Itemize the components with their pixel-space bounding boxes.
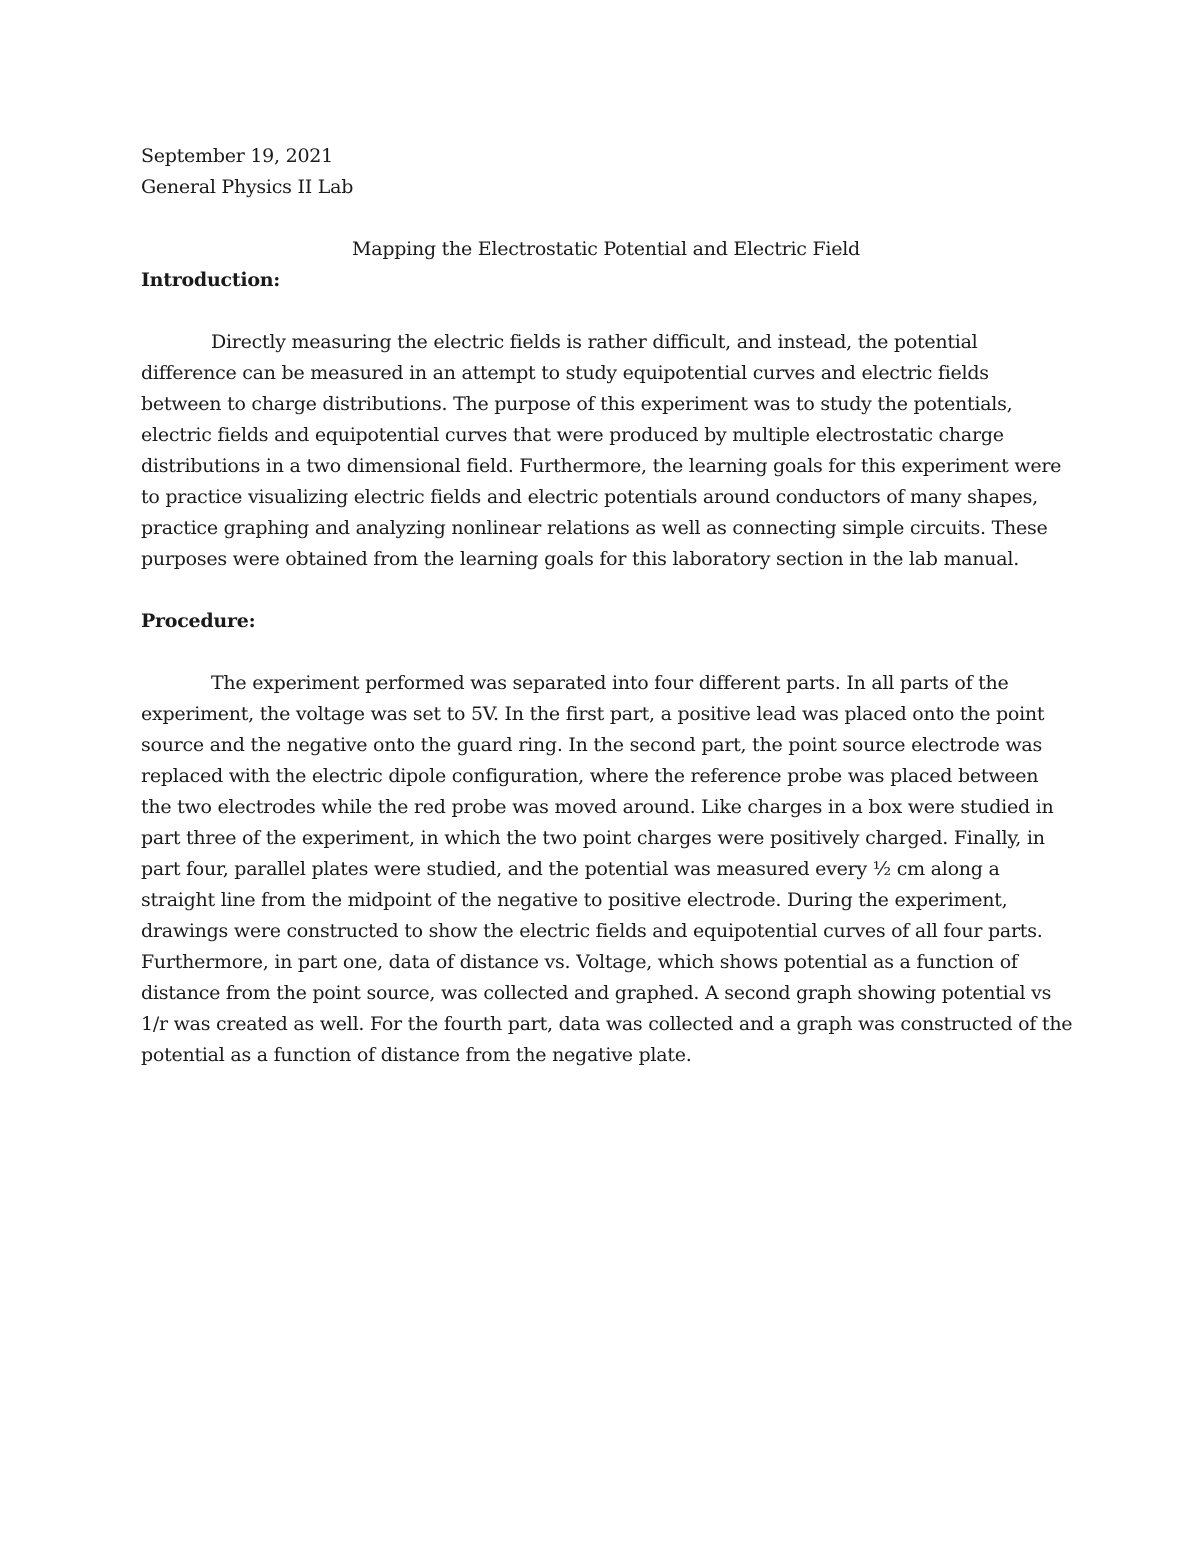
blank-line [141,203,1071,234]
paragraph-line: distributions in a two dimensional field. Furthermore, the learning goals for this experiment were [141,455,1062,477]
paragraph-line: between to charge distributions. The purpose of this experiment was to study the potentials, [141,393,1013,415]
paragraph-line: Furthermore, in part one, data of distance vs. Voltage, which shows potential as a function of [141,951,1018,973]
paragraph-line: purposes were obtained from the learning goals for this laboratory section in the lab manual. [141,548,1019,570]
paragraph-line: potential as a function of distance from the negative plate. [141,1044,692,1066]
procedure-paragraph [141,668,1071,1071]
introduction-heading: Introduction: [141,269,281,291]
blank-line [141,637,1071,668]
paragraph-line: experiment, the voltage was set to 5V. In the first part, a positive lead was placed onto the point [141,703,1045,725]
paragraph-line: part four, parallel plates were studied, and the potential was measured every ½ cm along a [141,858,1000,880]
paragraph-line: distance from the point source, was collected and graphed. A second graph showing potential vs [141,982,1052,1004]
paragraph-line: straight line from the midpoint of the negative to positive electrode. During the experiment, [141,889,1008,911]
paragraph-line: part three of the experiment, in which the two point charges were positively charged. Finally, in [141,827,1045,849]
paragraph-line: Directly measuring the electric fields is rather difficult, and instead, the potential [211,331,978,353]
paragraph-line: drawings were constructed to show the electric fields and equipotential curves of all four parts. [141,920,1043,942]
date-line: September 19, 2021 [141,145,333,167]
paragraph-line: the two electrodes while the red probe was moved around. Like charges in a box were studied in [141,796,1054,818]
blank-line [141,575,1071,606]
paragraph-line: difference can be measured in an attempt to study equipotential curves and electric fields [141,362,989,384]
paragraph-line: to practice visualizing electric fields and electric potentials around conductors of many shapes, [141,486,1038,508]
procedure-heading: Procedure: [141,610,256,632]
document-body [141,141,1071,1071]
paragraph-line: replaced with the electric dipole configuration, where the reference probe was placed between [141,765,1039,787]
blank-line [141,296,1071,327]
paragraph-line: 1/r was created as well. For the fourth part, data was collected and a graph was constructed of the [141,1013,1073,1035]
paragraph-line: The experiment performed was separated into four different parts. In all parts of the [211,672,1009,694]
course-line: General Physics II Lab [141,176,354,198]
document-title: Mapping the Electrostatic Potential and Electric Field [352,238,860,260]
introduction-paragraph [141,327,1071,575]
paragraph-line: electric fields and equipotential curves that were produced by multiple electrostatic charge [141,424,1004,446]
paragraph-line: source and the negative onto the guard ring. In the second part, the point source electrode was [141,734,1042,756]
paragraph-line: practice graphing and analyzing nonlinear relations as well as connecting simple circuits. These [141,517,1048,539]
